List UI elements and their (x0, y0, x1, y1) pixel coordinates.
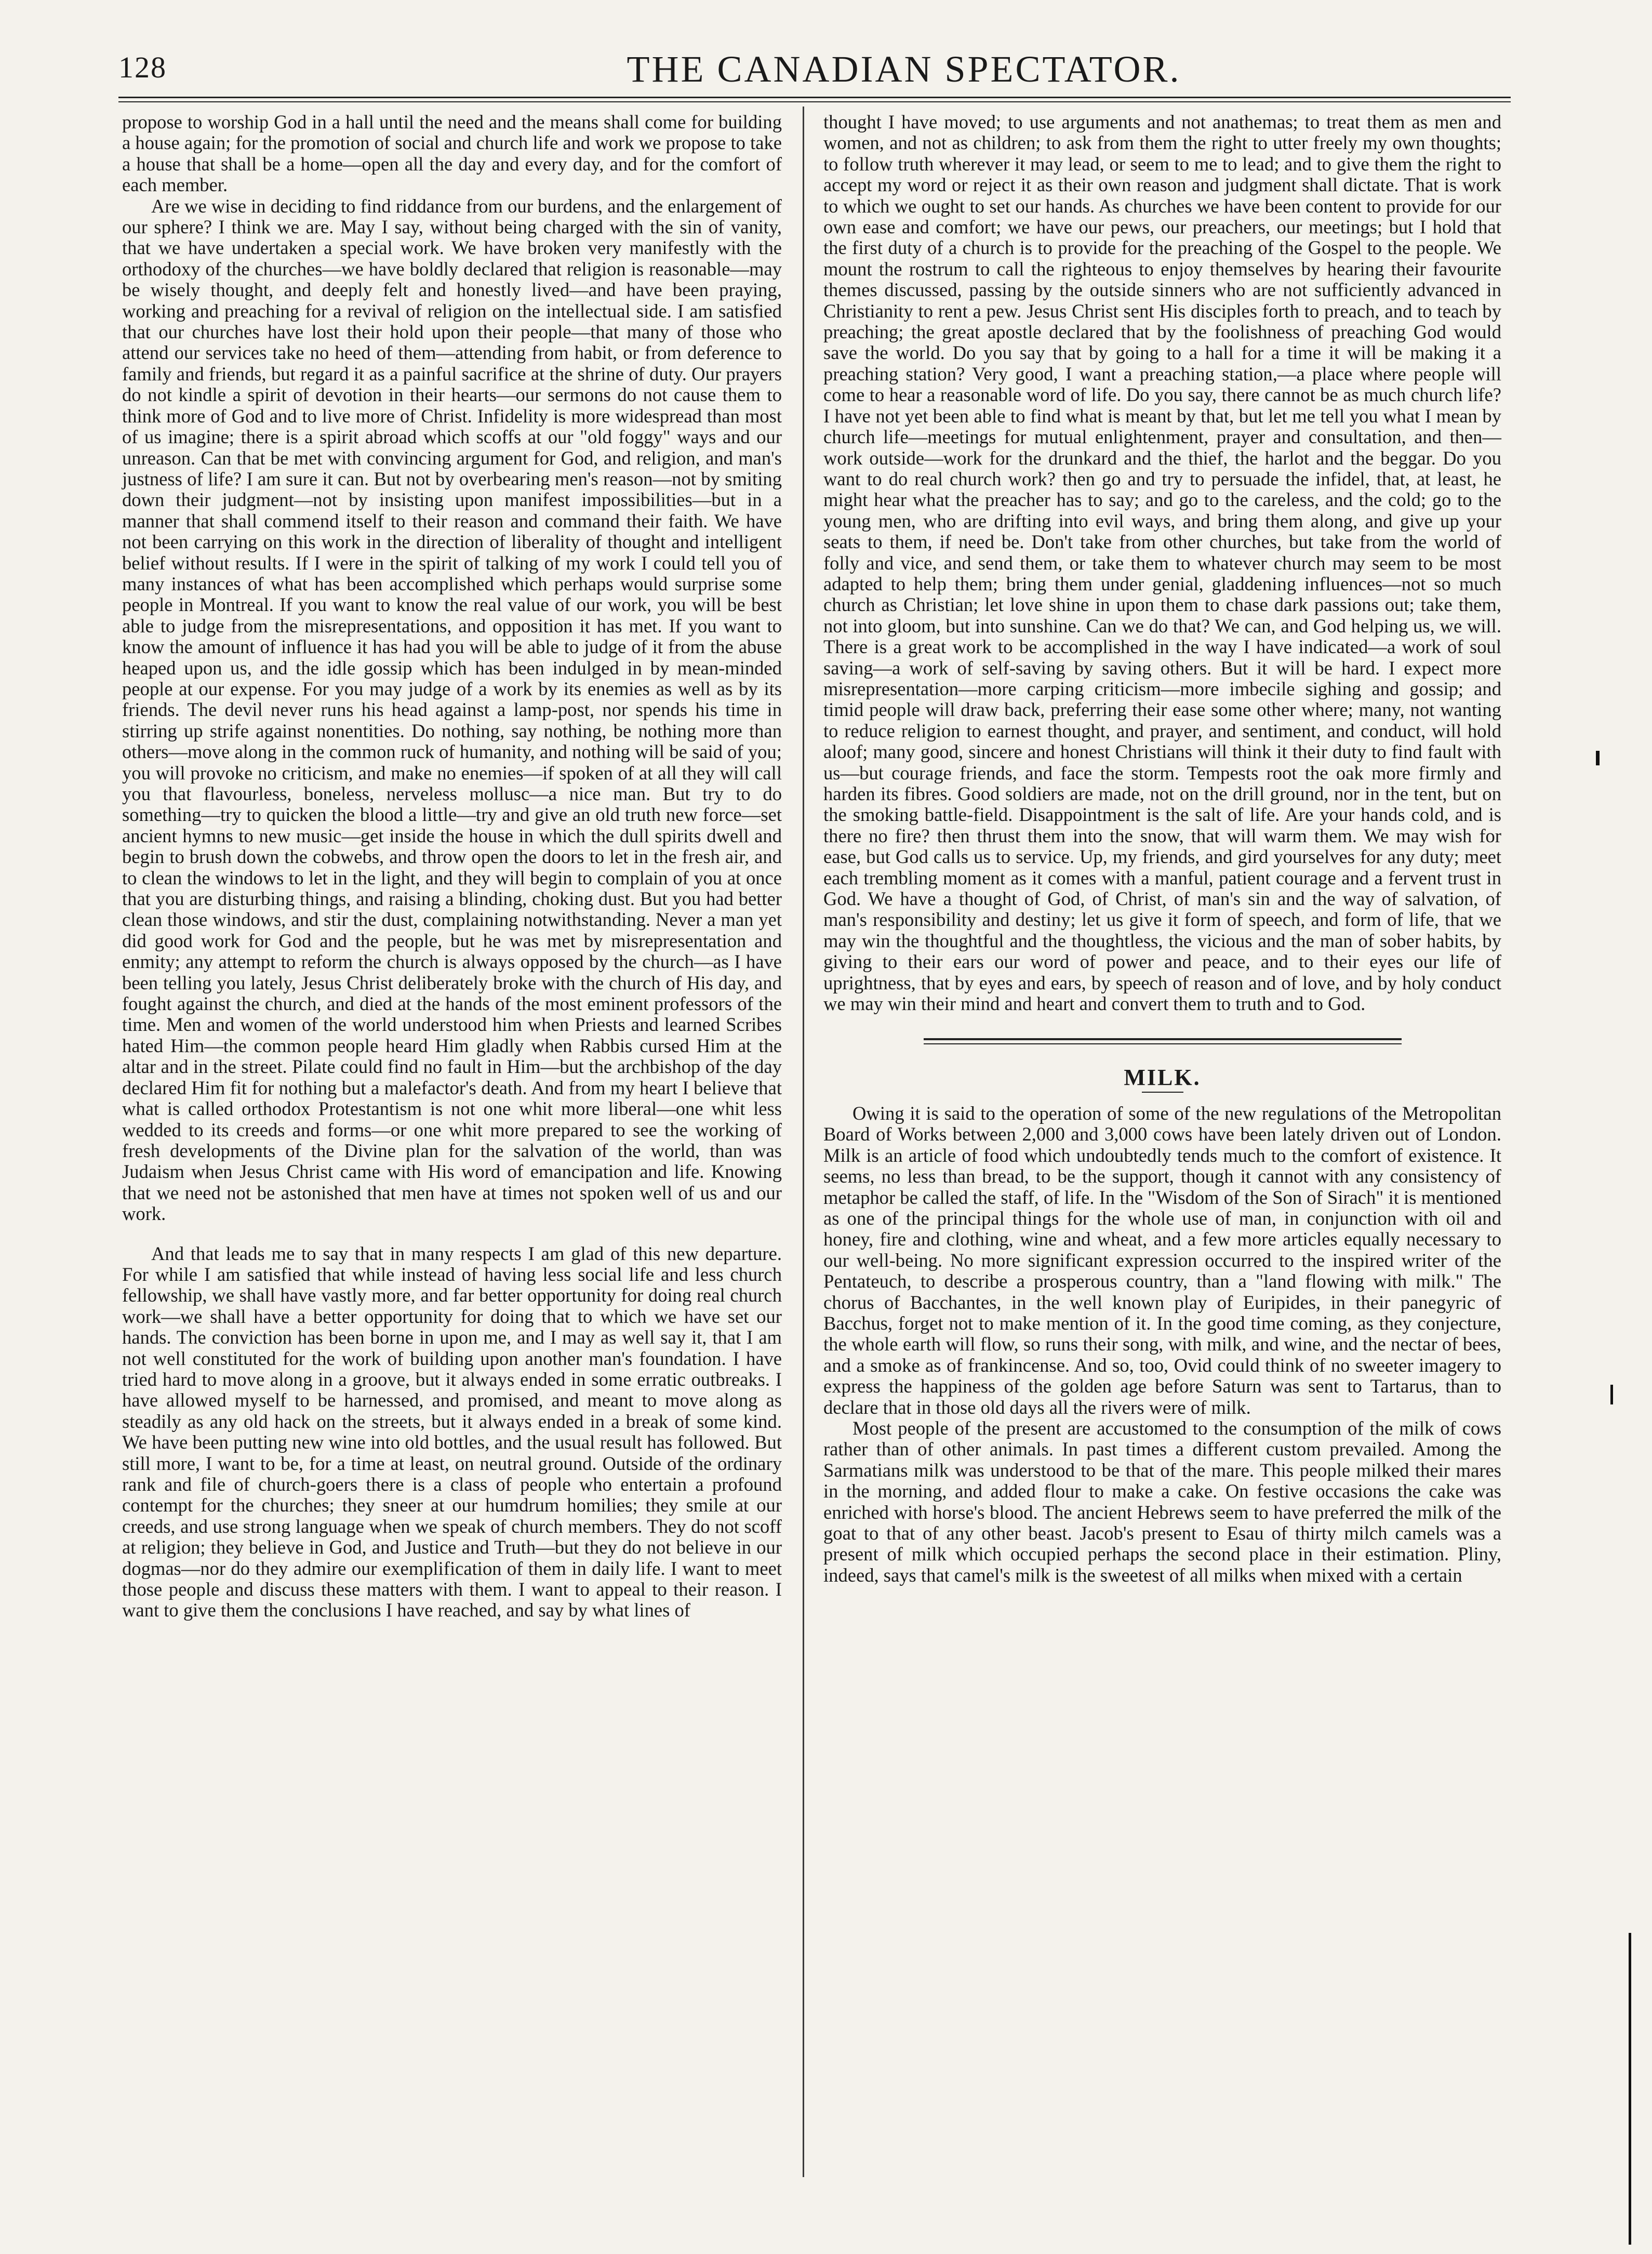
page-number: 128 (118, 50, 167, 84)
right-paragraph-1: thought I have moved; to use arguments and not anathemas; to treat them as men and women, and not as children; to ask from them the right to utter freely my own thoughts; to follow truth wherever it may lead, or seem to me to lead; and to give them the right to accept my word or reject it as their own reason and judgment shall dictate. That is work to which we ought to set our hands. As churches we have been content to provide for our own ease and comfort; we have our pews, our preachers, our meetings; but I hold that the first duty of a church is to provide for the preaching of the Gospel to the people. We mount the rostrum to call the righteous to enjoy themselves by hearing their favourite themes discussed, passing by the outside sinners who are not sufficiently advanced in Christianity to rent a pew. Jesus Christ sent His disciples forth to preach, and to teach by preaching; the great apostle declared that by the foolishness of preaching God would save the world. Do you say that by going to a hall for a time it will be making it a preaching station? Very good, I want a preaching station,—a place where people will come to hear a reasonable word of life. Do you say, there cannot be as much church life? I have not yet been able to find what is meant by that, but let me tell you what I mean by church life—meetings for mutual enlightenment, prayer and consultation, and then—work outside—work for the drunkard and the thief, the harlot and the beggar. Do you want to do real church work? then go and try to persuade the infidel, that, at least, he might hear what the preacher has to say; and go to the careless, and the cold; go to the young men, who are drifting into evil ways, and bring them along, and give up your seats to them, if need be. Don't take from other churches, but take from the world of folly and vice, and send them, or take them to whatever church may seem to be most adapted to help them; bring them under genial, gladdening influences—not so much church as Christian; let love shine in upon them to chase dark passions out; take them, not into gloom, but into sunshine. Can we do that? We can, and God helping us, we will. There is a great work to be accomplished in the way I have indicated—a work of soul saving—a work of self-saving by saving others. But it will be hard. I expect more misrepresentation—more carping criticism—more imbecile sighing and gossip; and timid people will draw back, preferring their ease some other where; many, not wanting to reduce religion to earnest thought, and prayer, and sentiment, and conduct, will hold aloof; many good, sincere and honest Christians will think it their duty to find fault with us—but courage friends, and face the storm. Tempests root the oak more firmly and harden its fibres. Good soldiers are made, not on the drill ground, nor in the tent, but on the smoking battle-field. Disappointment is the salt of life. Are your hands cold, and is there no fire? then thrust them into the snow, that will warm them. We may wish for ease, but God calls us to service. Up, my friends, and gird yourselves for any duty; meet each trembling moment as it comes with a manful, patient courage and a fervent trust in God. We have a thought of God, of Christ, of man's sin and the way of salvation, of man's responsibility and destiny; let us give it form of speech, and form of life, that we may win the thoughtful and the thoughtless, the vicious and the man of sober habits, by giving to their ears our word of power and peace, and to their eyes our life of uprightness, that by eyes and ears, by speech of reason and of love, and by holy conduct we may win their mind and heart and convert them to truth and to God. (823, 111, 1501, 1015)
milk-paragraph-2: Most people of the present are accustomed to the consumption of the milk of cows rather than of other animals. In past times a different custom prevailed. Among the Sarmatians milk was understood to be that of the mare. This people milked their mares in the morning, and added flour to make a cake. On festive occasions the cake was enriched with horse's blood. The ancient Hebrews seem to have preferred the milk of the goat to that of any other beast. Jacob's present to Esau of thirty milch camels was a present of milk which occupied perhaps the second place in their estimation. Pliny, indeed, says that camel's milk is the sweetest of all milks when mixed with a certain (823, 1417, 1501, 1586)
column-divider (803, 107, 804, 2177)
left-column (122, 112, 782, 1621)
section-divider-rule (924, 1038, 1402, 1044)
right-column (823, 112, 1501, 1586)
running-head-title: THE CANADIAN SPECTATOR. (627, 48, 1181, 90)
milk-paragraph-1: Owing it is said to the operation of some of the new regulations of the Metropolitan Board of Works between 2,000 and 3,000 cows have been lately driven out of London. Milk is an article of food which undoubtedly tends much to the comfort of existence. It seems, no less than bread, to be the support, though it cannot with any consistency of metaphor be called the staff, of life. In the "Wisdom of the Son of Sirach" it is mentioned as one of the principal things for the whole use of man, in conjunction with oil and honey, fire and clothing, wine and wheat, and a few more articles equally necessary to our well-being. No more significant expression occurred to the inspired writer of the Pentateuch, to describe a prosperous country, than a "land flowing with milk." The chorus of Bacchantes, in the well known play of Euripides, in their panegyric of Bacchus, forget not to make mention of it. In the good time coming, as they conjecture, the whole earth will flow, so runs their song, with milk, and wine, and the nectar of bees, and a smoke as of frankincense. And so, too, Ovid could think of no sweeter imagery to express the happiness of the golden age before Saturn was sent to Tartarus, than to declare that in those old days all the rivers were of milk. (823, 1102, 1501, 1418)
left-paragraph-2: Are we wise in deciding to find riddance from our burdens, and the enlargement of our sphere? I think we are. May I say, without being charged with the sin of vanity, that we have undertaken a special work. We have broken very manifestly with the orthodoxy of the churches—we have boldly declared that religion is reasonable—may be wisely thought, and deeply felt and honestly lived—and have been praying, working and preaching for a revival of religion on the intellectual side. I am satisfied that our churches have lost their hold upon their people—that many of those who attend our services take no heed of them—attending from habit, or from deference to family and friends, but regard it as a painful sacrifice at the shrine of duty. Our prayers do not kindle a spirit of devotion in their hearts—our sermons do not cause them to think more of God and to live more of Christ. Infidelity is more widespread than most of us imagine; there is a spirit abroad which scoffs at our "old foggy" ways and our unreason. Can that be met with convincing argument for God, and religion, and man's justness of life? I am sure it can. But not by overbearing men's reason—not by smiting down their judgment—not by insisting upon manifest impossibilities—but in a manner that shall commend itself to their reason and command their faith. We have not been carrying on this work in the direction of liberality of thought and intelligent belief without results. If I were in the spirit of talking of my work I could tell you of many instances of what has been accomplished which perhaps would surprise some people in Montreal. If you want to know the real value of our work, you will be best able to judge from the misrepresentations, and opposition it has met. If you want to know the amount of influence it has had you will be able to judge of it from the abuse heaped upon us, and the idle gossip which has been indulged in by mean-minded people at our expense. For you may judge of a work by its enemies as well as by its friends. The devil never runs his head against a lamp-post, nor spends his time in stirring up strife against nonentities. Do nothing, say nothing, be nothing more than others—move along in the common ruck of humanity, and nothing will be said of you; you will provoke no criticism, and make no enemies—if spoken of at all they will call you that flavourless, boneless, nerveless mollusc—a nice man. But try to do something—try to quicken the blood a little—try and give an old truth new force—set ancient hymns to new music—get inside the house in which the dull spirits dwell and begin to brush down the cobwebs, and throw open the doors to let in the fresh air, and to clean the windows to let in the light, and they will begin to complain of you at once that you are disturbing things, and raising a blinding, choking dust. But you had better clean those windows, and stir the dust, complaining notwithstanding. Never a man yet did good work for God and the people, but he was met by misrepresentation and enmity; any attempt to reform the church is always opposed by the church—as I have been telling you lately, Jesus Christ deliberately broke with the church of His day, and fought against the church, and died at the hands of the most eminent professors of the time. Men and women of the world understood him when Priests and learned Scribes hated Him—the common people heard Him gladly when Rabbis cursed Him at the altar and in the street. Pilate could find no fault in Him—but the archbishop of the day declared Him fit for nothing but a malefactor's death. And from my heart I believe that what is called orthodox Protestantism is not one whit more liberal—one whit less wedded to its creeds and forms—or one whit more prepared to see the working of fresh developments of the Divine plan for the salvation of the world, than was Judaism when Jesus Christ came with His word of emancipation and life. Knowing that we need not be astonished that men have at times not spoken well of us and our work. (122, 195, 782, 1225)
left-paragraph-3: And that leads me to say that in many respects I am glad of this new departure. For while I am satisfied that while instead of having less social life and less church fellowship, we shall have vastly more, and far better opportunity for doing real church work—we shall have a better opportunity for doing that to which we have set our hands. The conviction has been borne in upon me, and I may as well say it, that I am not well constituted for the work of building upon another man's foundation. I have tried hard to move along in a groove, but it always ended in some erratic outbreaks. I have allowed myself to be harnessed, and promised, and meant to move along as steadily as any old hack on the streets, but it always ended in a break of some kind. We have been putting new wine into old bottles, and the usual result has followed. But still more, I want to be, for a time at least, on neutral ground. Outside of the ordinary rank and file of church-goers there is a class of people who entertain a profound contempt for the churches; they sneer at our humdrum homilies; they smile at our creeds, and use strong language when we speak of church members. They do not scoff at religion; they believe in God, and Justice and Truth—but they do not believe in our dogmas—nor do they admire our exemplification of them in daily life. I want to meet those people and discuss these matters with them. I want to appeal to their reason. I want to give them the conclusions I have reached, and say by what lines of (122, 1242, 782, 1621)
left-paragraph-1: propose to worship God in a hall until the need and the means shall come for building a house again; for the promotion of social and church life and work we propose to take a house that shall be a home—open all the day and every day, and for the comfort of each member. (122, 111, 782, 196)
margin-speck (1610, 1385, 1613, 1404)
margin-speck (1596, 751, 1600, 765)
binding-edge-line (1629, 1933, 1631, 2245)
article-title-milk: MILK. (1124, 1065, 1201, 1091)
title-underline (1142, 1092, 1183, 1093)
header-rule (118, 97, 1511, 102)
